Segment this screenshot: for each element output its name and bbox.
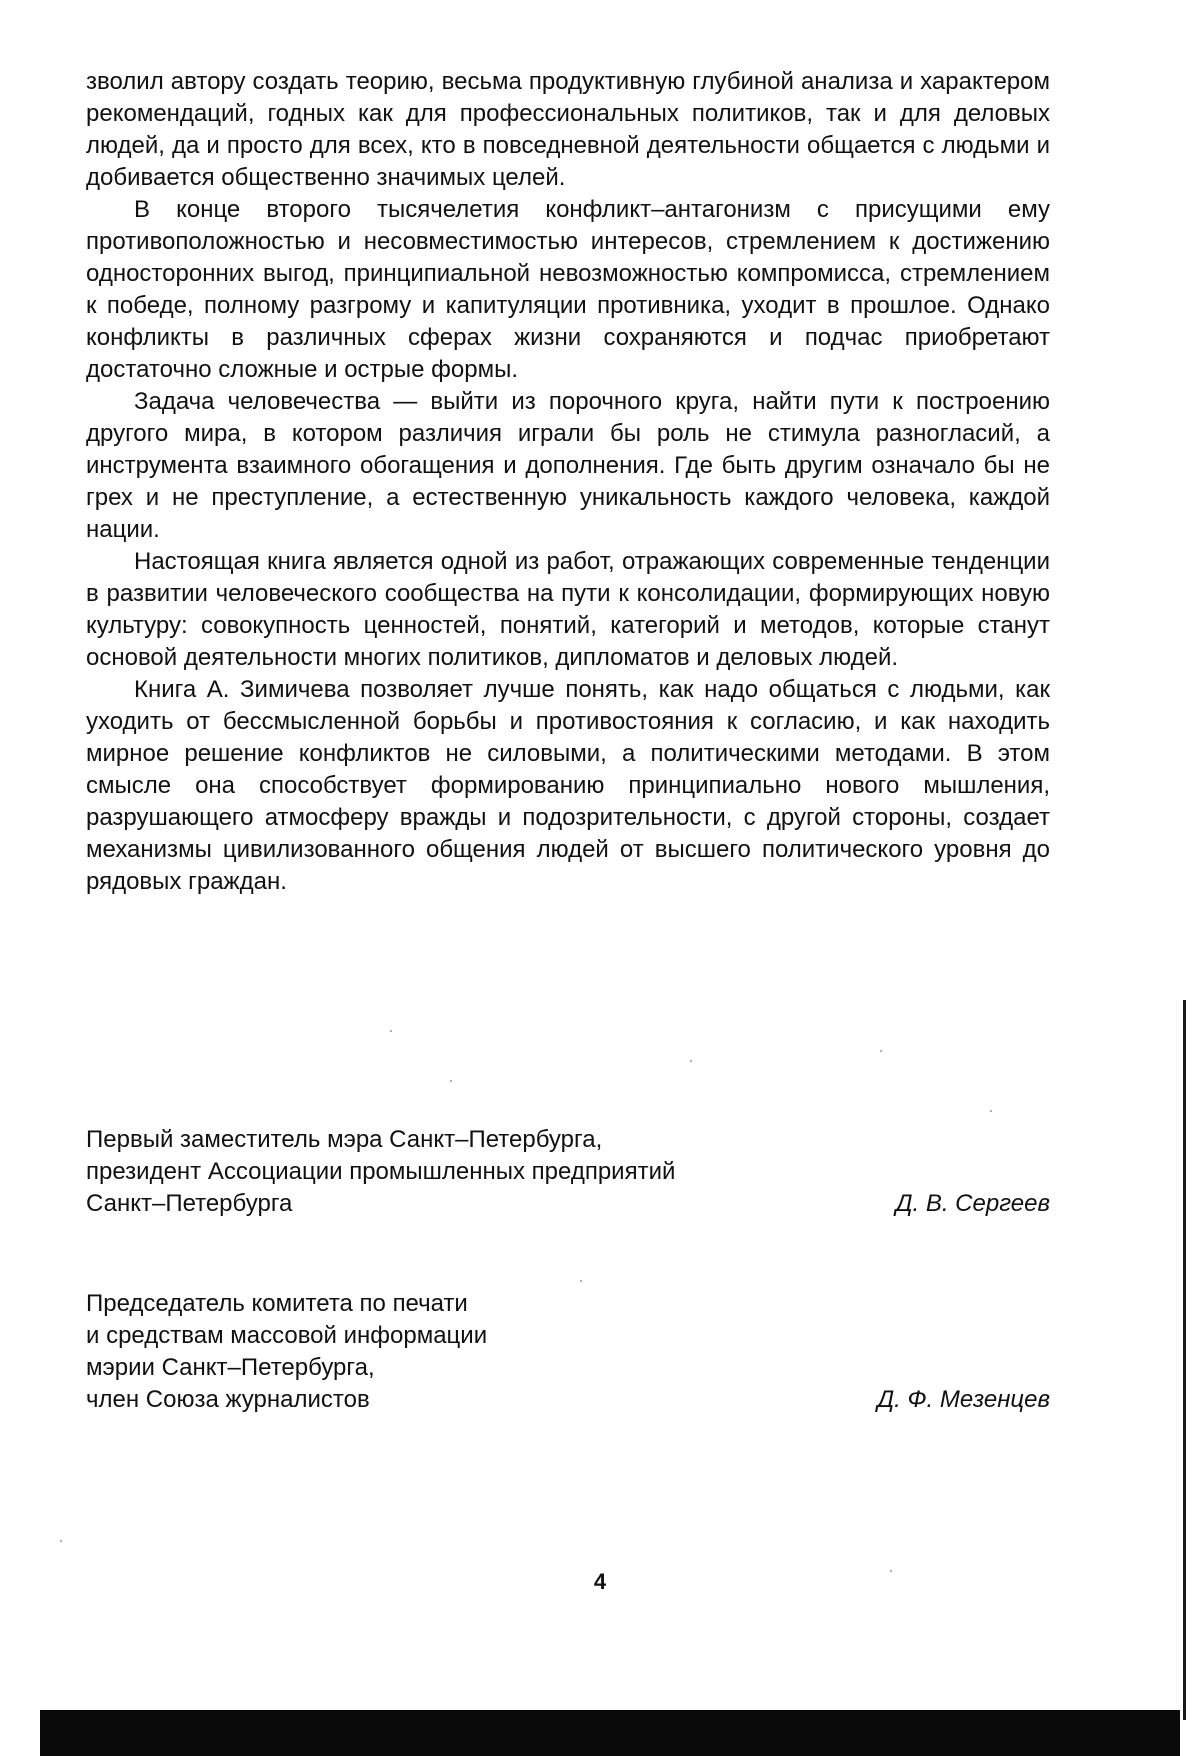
main-text — [86, 66, 1050, 898]
scan-speck — [450, 1080, 452, 1082]
signatory-name: Д. В. Сергеев — [895, 1190, 1050, 1217]
scan-speck — [390, 1030, 392, 1032]
paragraph-continued: зволил автору создать теорию, весьма продуктивную глубиной анализа и характером рекомендаций, годных как для профессиональных политиков, так и для деловых людей, да и просто для всех, кто в повседневной деятельности общается с людьми и добивается общественно значимых целей. — [86, 68, 1050, 191]
paragraph: Книга А. Зимичева позволяет лучше понять, как надо общаться с людьми, как уходить от бессмысленной борьбы и противостояния к согласию, и как находить мирное решение конфликтов не силовыми, а политическими методами. В этом смысле она способствует формированию принципиально нового мышления, разрушающего атмосферу вражды и подозрительности, с другой стороны, создает механизмы цивилизованного общения людей от высшего политического уровня до рядовых граждан. — [86, 676, 1050, 895]
scan-speck — [60, 1540, 62, 1542]
signature-block-sergeev — [86, 1124, 1050, 1220]
paragraph: В конце второго тысячелетия конфликт–антагонизм с присущими ему противоположностью и несовместимостью интересов, стремлением к достижению односторонних выгод, принципиальной невозможностью компромисса, стремлением к победе, полному разгрому и капитуляции противника, уходит в прошлое. Однако конфликты в различных сферах жизни сохраняются и подчас приобретают достаточно сложные и острые формы. — [86, 196, 1050, 383]
signature-block-mezentsev — [86, 1288, 1050, 1416]
signatory-name: Д. Ф. Мезенцев — [877, 1386, 1050, 1413]
scan-page-edge — [1183, 1000, 1186, 1720]
signatory-title: Первый заместитель мэра Санкт–Петербурга, президент Ассоциации промышленных предприятий Санкт–Петербурга — [86, 1126, 676, 1217]
scan-bottom-border — [40, 1710, 1180, 1756]
signatory-title: Председатель комитета по печати и средствам массовой информации мэрии Санкт–Петербурга, член Союза журналистов — [86, 1290, 488, 1413]
paragraph: Настоящая книга является одной из работ, отражающих современные тенденции в развитии человеческого сообщества на пути к консолидации, формирующих новую культуру: совокупность ценностей, понятий, категорий и методов, которые станут основой деятельности многих политиков, дипломатов и деловых людей. — [86, 548, 1050, 671]
scan-speck — [990, 1110, 992, 1112]
scan-speck — [880, 1050, 882, 1052]
page-number: 4 — [593, 1569, 607, 1594]
scan-speck — [890, 1570, 892, 1572]
scan-speck — [690, 1060, 692, 1062]
paragraph: Задача человечества — выйти из порочного круга, найти пути к построению другого мира, в котором различия играли бы роль не стимула разногласий, а инструмента взаимного обогащения и дополнения. Где быть другим означало бы не грех и не преступление, а естественную уникальность каждого человека, каждой нации. — [86, 388, 1050, 543]
scan-speck — [580, 1280, 582, 1282]
